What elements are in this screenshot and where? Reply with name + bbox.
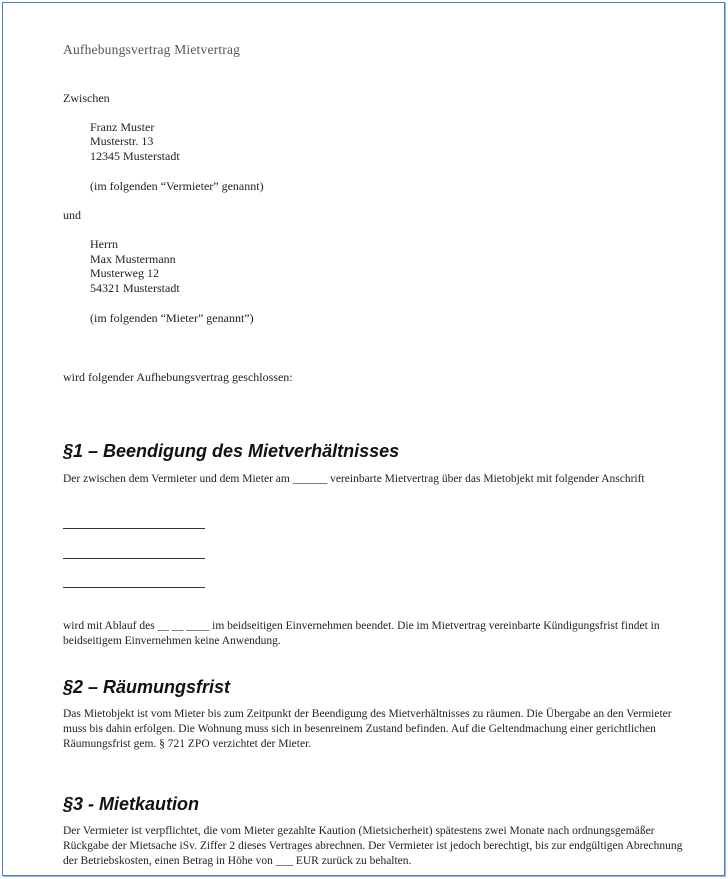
tenant-salutation: Herrn (90, 237, 118, 251)
and-label: und (63, 208, 81, 222)
landlord-city: 12345 Musterstadt (90, 149, 180, 163)
tenant-name: Max Mustermann (90, 252, 176, 266)
agreement-line: wird folgender Aufhebungsvertrag geschlossen: (63, 370, 293, 384)
tenant-role-note: (im folgenden “Mieter” genannt”) (90, 311, 254, 325)
section1-heading: §1 – Beendigung des Mietverhältnisses (63, 441, 400, 461)
section1-closing: wird mit Ablauf des __ __ ____ im beidseitigen Einvernehmen beendet. Die im Mietvertrag vereinbarte Kündigungsfrist findet in beidseitigem Einvernehmen keine Anwendung. (63, 620, 660, 647)
section1-intro: Der zwischen dem Vermieter und dem Mieter am ______ vereinbarte Mietvertrag über das Mietobjekt mit folgender Anschrift (63, 473, 645, 485)
landlord-street: Musterstr. 13 (90, 134, 154, 148)
section3-body: Der Vermieter ist verpflichtet, die vom Mieter gezahlte Kaution (Mietsicherheit) spätestens zwei Monate nach ordnungsgemäßer Rückgabe der Mietsache iSv. Ziffer 2 dieses Vertrages abrechnen. Der Vermieter ist jedoch berechtigt, bis zur endgültigen Abrechnung der Betriebskosten, einen Betrag in Höhe von ___ EUR zurück zu behalten. (63, 825, 683, 867)
address-line-3 (63, 587, 205, 588)
address-line-1 (63, 528, 205, 529)
section2-heading: §2 – Räumungsfrist (63, 677, 231, 697)
tenant-city: 54321 Musterstadt (90, 281, 180, 295)
tenant-street: Musterweg 12 (90, 266, 159, 280)
landlord-name: Franz Muster (90, 120, 155, 134)
address-line-2 (63, 558, 205, 559)
document-page (2, 2, 725, 876)
between-label: Zwischen (63, 91, 110, 105)
section3-heading: §3 - Mietkaution (63, 794, 200, 814)
section2-body: Das Mietobjekt ist vom Mieter bis zum Zeitpunkt der Beendigung des Mietverhältnisses zu räumen. Die Übergabe an den Vermieter muss bis dahin erfolgen. Die Wohnung muss sich in besenreinem Zustand befinden. Auf die Geltendmachung einer gerichtlichen Räumungsfrist gem. § 721 ZPO verzichtet der Mieter. (63, 708, 672, 750)
landlord-role-note: (im folgenden “Vermieter” genannt) (90, 179, 264, 193)
document-title: Aufhebungsvertrag Mietvertrag (63, 42, 241, 57)
